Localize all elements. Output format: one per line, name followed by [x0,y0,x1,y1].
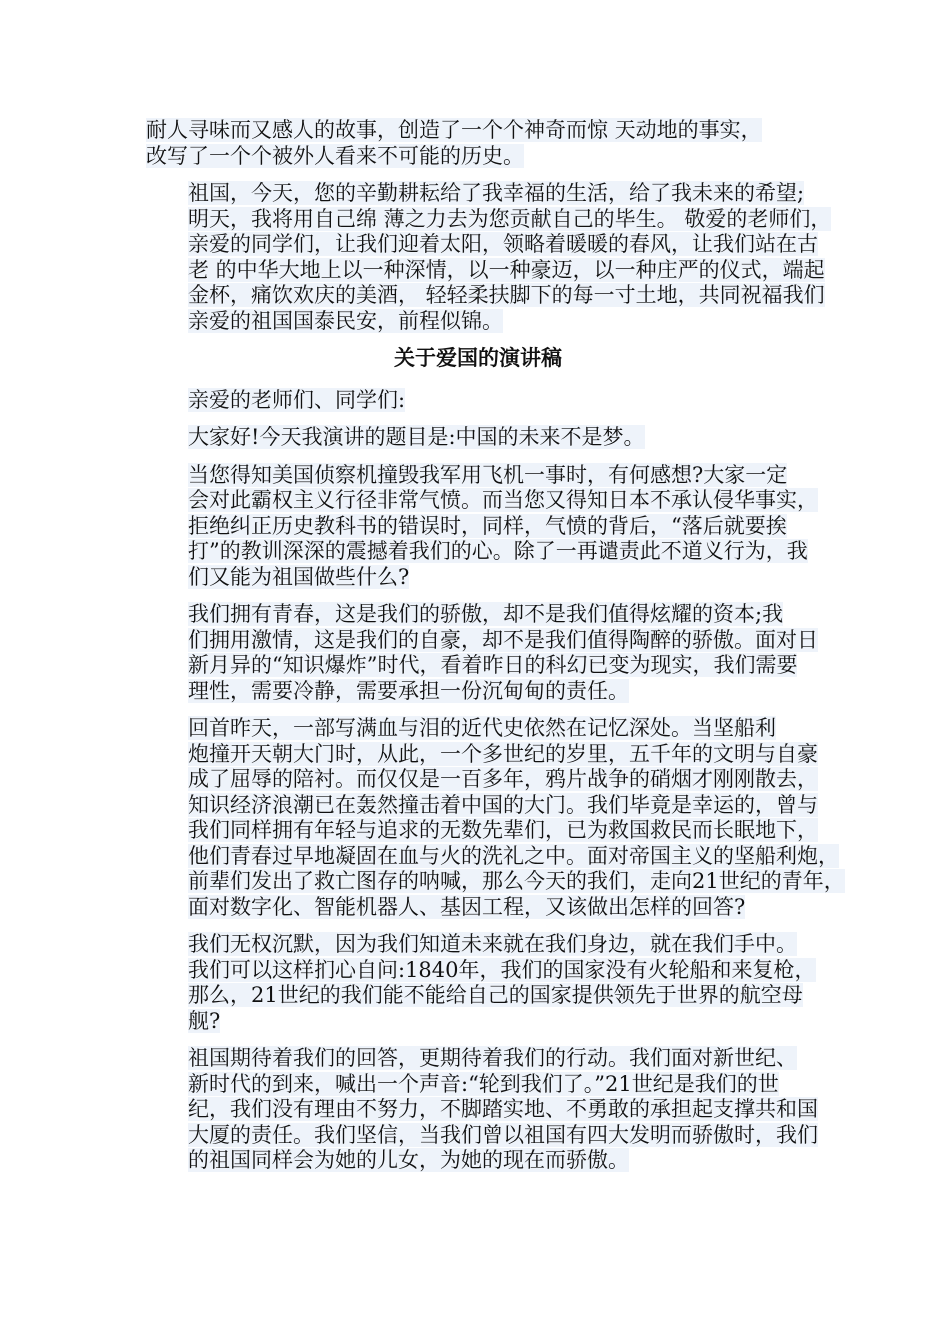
text-line: 耐人寻味而又感人的故事，创造了一个个神奇而惊 天动地的事实， [146,118,762,142]
document-title: 关于爱国的演讲稿 [394,346,562,370]
paragraph [146,118,810,169]
paragraph [146,1046,818,1174]
text-line: 们又能为祖国做些什么? [188,564,410,589]
text-line: 他们青春过早地凝固在血与火的洗礼之中。面对帝国主义的坚船利炮， [188,843,839,868]
text-line: 大家好!今天我演讲的题目是:中国的未来不是梦。 [188,425,645,449]
text-line: 回首昨天，一部写满血与泪的近代史依然在记忆深处。当坚船利 [188,716,776,740]
paragraph [146,425,810,451]
text-line: 会对此霸权主义行径非常气愤。而当您又得知日本不承认侵华事实， [188,488,818,512]
text-line: 祖国，今天，您的辛勤耕耘给了我幸福的生活，给了我未来的希望; [188,181,805,205]
text-line: 新时代的到来，喊出一个声音:“轮到我们了。”21世纪是我们的世 [188,1071,779,1096]
paragraph [146,181,832,334]
text-line: 亲爱的同学们，让我们迎着太阳，领略着暖暖的春风，让我们站在古 [188,232,818,256]
text-line: 大厦的责任。我们坚信，当我们曾以祖国有四大发明而骄傲时，我们 [188,1122,818,1147]
text-line: 舰? [188,1008,221,1033]
text-line: 前辈们发出了救亡图存的呐喊，那么今天的我们，走向21世纪的青年， [188,869,845,893]
text-line: 理性，需要冷静，需要承担一份沉甸甸的责任。 [188,678,629,703]
text-line: 拒绝纠正历史教科书的错误时，同样，气愤的背后，“落后就要挨 [188,513,787,538]
text-line: 亲爱的老师们、同学们: [188,387,406,412]
text-line: 们拥用激情，这是我们的自豪，却不是我们值得陶醉的骄傲。面对日 [188,627,818,652]
text-line: 知识经济浪潮已在轰然撞击着中国的大门。我们毕竟是幸运的，曾与 [188,792,818,817]
text-line: 我们同样拥有年轻与追求的无数先辈们，已为救国救民而长眠地下， [188,818,818,842]
text-line: 当您得知美国侦察机撞毁我军用飞机一事时，有何感想?大家一定 [188,462,788,487]
paragraph [146,602,818,704]
paragraph [146,932,816,1034]
text-section-after-title [146,387,845,1174]
text-line: 亲爱的祖国国泰民安，前程似锦。 [188,308,503,333]
text-line: 面对数字化、智能机器人、基因工程，又该做出怎样的回答? [188,894,746,919]
text-line: 纪，我们没有理由不努力，不脚踏实地、不勇敢的承担起支撑共和国 [188,1097,818,1121]
text-line: 新月异的“知识爆炸”时代，看着昨日的科幻已变为现实，我们需要 [188,653,798,677]
text-section-before-title [146,118,832,334]
text-line: 金杯，痛饮欢庆的美酒， 轻轻柔扶脚下的每一寸土地，共同祝福我们 [188,283,825,307]
text-line: 老 的中华大地上以一种深情，以一种豪迈，以一种庄严的仪式，端起 [188,257,825,282]
text-line: 明天，我将用自己绵 薄之力去为您贡献自己的毕生。 敬爱的老师们， [188,206,832,231]
text-line: 改写了一个个被外人看来不可能的历史。 [146,143,524,168]
document-page [146,118,845,1186]
text-line: 炮撞开天朝大门时，从此，一个多世纪的岁里，五千年的文明与自豪 [188,741,818,766]
text-line: 我们可以这样扪心自问:1840年，我们的国家没有火轮船和来复枪， [188,957,816,982]
text-line: 成了屈辱的陪衬。而仅仅是一百多年，鸦片战争的硝烟才刚刚散去， [188,767,818,791]
paragraph [146,462,818,591]
paragraph [146,716,845,920]
paragraph [146,388,810,414]
text-line: 那么，21世纪的我们能不能给自己的国家提供领先于世界的航空母 [188,983,803,1007]
text-line: 打”的教训深深的震撼着我们的心。除了一再谴责此不道义行为，我 [188,539,808,563]
text-line: 祖国期待着我们的回答，更期待着我们的行动。我们面对新世纪、 [188,1046,797,1070]
text-line: 我们拥有青春，这是我们的骄傲，却不是我们值得炫耀的资本;我 [188,602,784,626]
text-line: 的祖国同样会为她的儿女，为她的现在而骄傲。 [188,1148,629,1172]
text-line: 我们无权沉默，因为我们知道未来就在我们身边，就在我们手中。 [188,932,797,956]
